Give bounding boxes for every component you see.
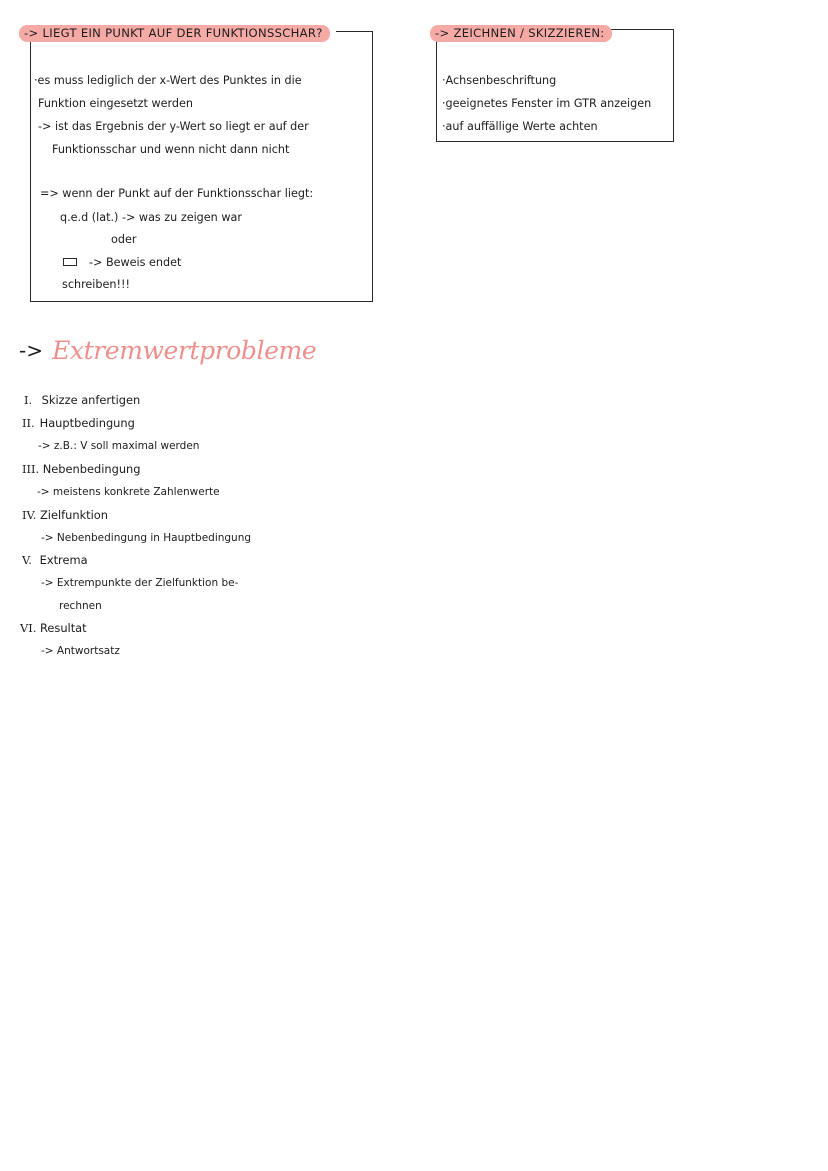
- box-line: -> Beweis endet: [89, 256, 182, 269]
- box-line: -> ist das Ergebnis der y-Wert so liegt er auf der: [38, 120, 309, 133]
- step-text: Skizze anfertigen: [41, 393, 141, 407]
- step-text: Zielfunktion: [39, 508, 108, 522]
- box-line: ·es muss lediglich der x-Wert des Punktes in die: [34, 74, 302, 87]
- arrow-icon: ->: [19, 338, 43, 363]
- box-line: Funktionsschar und wenn nicht dann nicht: [52, 143, 290, 156]
- box-line: => wenn der Punkt auf der Funktionsschar liegt:: [40, 187, 314, 200]
- step-number: I.: [24, 393, 33, 407]
- step-item: [22, 553, 88, 567]
- step-item: [22, 416, 135, 430]
- section-title-text: Extremwertprobleme: [52, 336, 317, 365]
- step-text: Resultat: [39, 621, 87, 635]
- funktionsschar-heading: -> LIEGT EIN PUNKT AUF DER FUNKTIONSSCHAR?: [19, 25, 330, 42]
- step-text: Extrema: [39, 553, 88, 567]
- section-title: [19, 336, 316, 365]
- box-line: ·Achsenbeschriftung: [442, 74, 557, 87]
- step-text: Hauptbedingung: [39, 416, 135, 430]
- step-note: [41, 644, 120, 658]
- step-text: -> z.B.: V soll maximal werden: [38, 440, 200, 452]
- step-item: [20, 621, 87, 635]
- box-line: Funktion eingesetzt werden: [38, 97, 193, 110]
- step-text: -> meistens konkrete Zahlenwerte: [37, 486, 220, 498]
- box-line: oder: [111, 233, 137, 246]
- step-text: -> Extrempunkte der Zielfunktion be-: [41, 577, 239, 589]
- step-note: [59, 599, 102, 613]
- step-item: [22, 508, 108, 522]
- box-line: ·geeignetes Fenster im GTR anzeigen: [442, 97, 652, 110]
- step-number: III.: [22, 462, 40, 476]
- step-item: [24, 393, 140, 407]
- step-text: -> Antwortsatz: [41, 645, 120, 657]
- step-text: Nebenbedingung: [42, 462, 141, 476]
- step-note: [41, 531, 251, 545]
- step-text: -> Nebenbedingung in Hauptbedingung: [41, 532, 252, 544]
- box-line: ·auf auffällige Werte achten: [442, 120, 598, 133]
- zeichnen-heading: -> ZEICHNEN / SKIZZIEREN:: [430, 25, 612, 42]
- square-icon: [63, 258, 77, 266]
- step-number: VI.: [20, 621, 37, 635]
- box-border-top: [336, 31, 373, 32]
- box-line: q.e.d (lat.) -> was zu zeigen war: [60, 211, 242, 224]
- step-number: II.: [22, 416, 35, 430]
- box-line: schreiben!!!: [62, 278, 130, 291]
- step-note: [38, 439, 199, 453]
- step-item: [22, 462, 141, 476]
- step-note: [37, 485, 220, 499]
- step-note: [41, 576, 238, 590]
- step-number: IV.: [22, 508, 37, 522]
- funktionsschar-box: [30, 31, 373, 302]
- step-text: rechnen: [59, 600, 102, 612]
- step-number: V.: [22, 553, 32, 567]
